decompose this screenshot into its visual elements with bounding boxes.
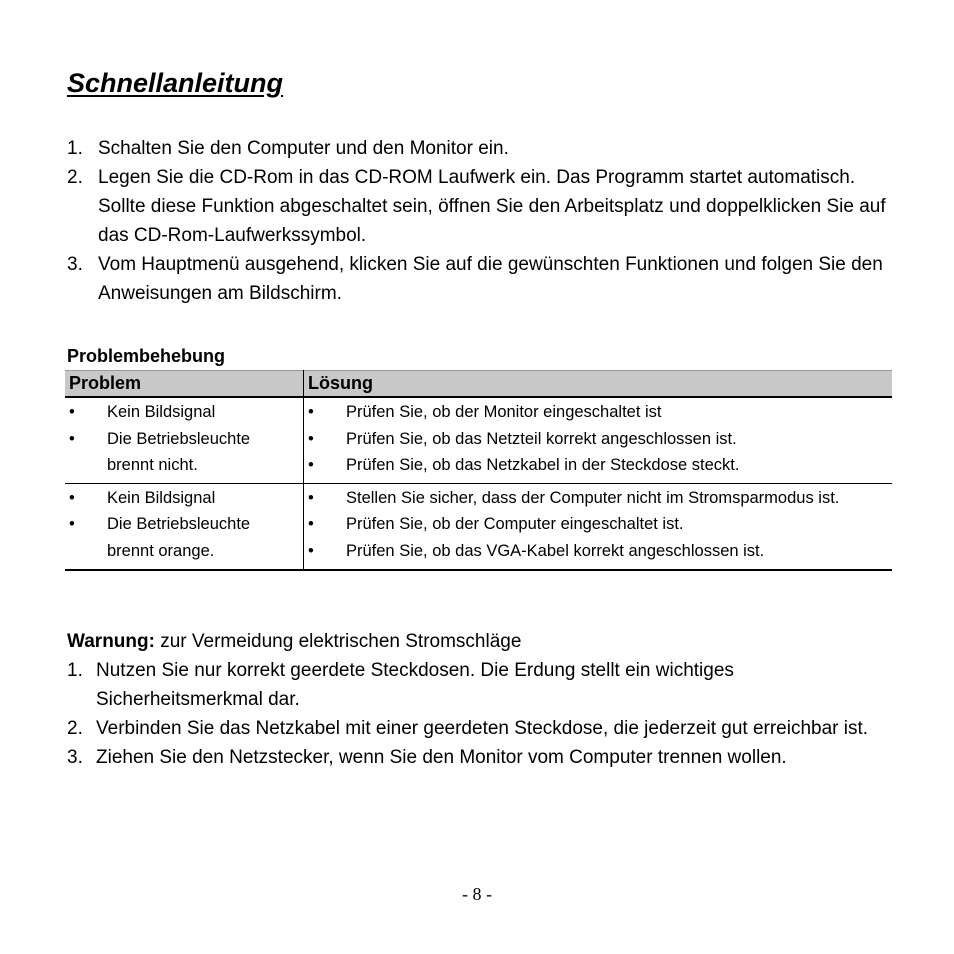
list-item <box>69 511 299 564</box>
step-text: Schalten Sie den Computer und den Monitor ein. <box>98 138 509 159</box>
problem-text: Kein Bildsignal <box>107 403 216 421</box>
bullet-icon: • <box>308 456 314 474</box>
solution-text: Prüfen Sie, ob das Netzteil korrekt angeschlossen ist. <box>346 429 737 448</box>
list-item <box>308 399 888 426</box>
problem-text: Kein Bildsignal <box>107 488 216 507</box>
step-number: 1. <box>67 138 83 159</box>
warning-list <box>67 656 887 772</box>
warning-label: Warnung: <box>67 631 155 652</box>
step-item <box>67 250 887 308</box>
bullet-icon: • <box>308 515 314 533</box>
list-item <box>308 426 888 453</box>
bullet-icon: • <box>69 488 75 507</box>
solution-text: Prüfen Sie, ob das VGA-Kabel korrekt angeschlossen ist. <box>346 541 765 560</box>
solution-cell <box>304 483 893 570</box>
list-item <box>308 485 888 512</box>
bullet-icon: • <box>308 429 314 448</box>
bullet-icon: • <box>308 403 314 421</box>
warning-item <box>67 656 887 714</box>
warning-number: 2. <box>67 718 83 739</box>
column-header-solution: Lösung <box>304 371 893 398</box>
warning-item <box>67 714 887 743</box>
warning-section <box>67 627 887 772</box>
table-header-row <box>65 371 892 398</box>
table-row <box>65 483 892 570</box>
problem-text: Die Betriebsleuchte brennt nicht. <box>107 429 251 474</box>
problem-cell <box>65 397 304 483</box>
warning-item <box>67 743 887 772</box>
troubleshooting-heading: Problembehebung <box>67 346 226 366</box>
troubleshooting-table <box>65 370 892 571</box>
list-item <box>69 399 299 426</box>
warning-number: 1. <box>67 660 83 681</box>
bullet-icon: • <box>69 515 75 533</box>
list-item <box>69 426 299 479</box>
warning-text: zur Vermeidung elektrischen Stromschläge <box>154 631 522 652</box>
step-item <box>67 163 887 250</box>
step-text: Vom Hauptmenü ausgehend, klicken Sie auf die gewünschten Funktionen und folgen Sie den Anweisungen am Bildschirm. <box>98 254 883 304</box>
page-title: Schnellanleitung <box>67 68 284 98</box>
warning-intro <box>67 627 887 656</box>
warning-item-text: Ziehen Sie den Netzstecker, wenn Sie den Monitor vom Computer trennen wollen. <box>96 747 787 768</box>
step-item <box>67 134 887 163</box>
list-item <box>69 485 299 512</box>
table-row <box>65 397 892 483</box>
step-number: 2. <box>67 167 83 188</box>
step-text: Legen Sie die CD-Rom in das CD-ROM Laufwerk ein. Das Programm startet automatisch. Sollte diese Funktion abgeschaltet sein, öffnen Sie den Arbeitsplatz und doppelklicken Sie auf das CD-Rom-Laufwerkssymbol. <box>98 167 886 246</box>
solution-text: Stellen Sie sicher, dass der Computer nicht im Stromsparmodus ist. <box>346 488 840 507</box>
quick-start-steps <box>67 134 887 308</box>
solution-cell <box>304 397 893 483</box>
bullet-icon: • <box>308 541 314 560</box>
solution-text: Prüfen Sie, ob das Netzkabel in der Steckdose steckt. <box>346 456 740 474</box>
list-item <box>308 511 888 538</box>
warning-number: 3. <box>67 747 83 768</box>
problem-cell <box>65 483 304 570</box>
list-item <box>308 452 888 479</box>
warning-item-text: Verbinden Sie das Netzkabel mit einer geerdeten Steckdose, die jederzeit gut erreichbar ist. <box>96 718 869 739</box>
solution-text: Prüfen Sie, ob der Monitor eingeschaltet ist <box>346 403 662 421</box>
solution-text: Prüfen Sie, ob der Computer eingeschaltet ist. <box>346 515 684 533</box>
bullet-icon: • <box>308 488 314 507</box>
step-number: 3. <box>67 254 83 275</box>
bullet-icon: • <box>69 403 75 421</box>
problem-text: Die Betriebsleuchte brennt orange. <box>107 515 251 560</box>
list-item <box>308 538 888 565</box>
column-header-problem: Problem <box>65 371 304 398</box>
warning-item-text: Nutzen Sie nur korrekt geerdete Steckdosen. Die Erdung stellt ein wichtiges Sicherheitsmerkmal dar. <box>96 660 734 710</box>
bullet-icon: • <box>69 429 75 448</box>
page-number: - 8 - <box>462 884 492 904</box>
